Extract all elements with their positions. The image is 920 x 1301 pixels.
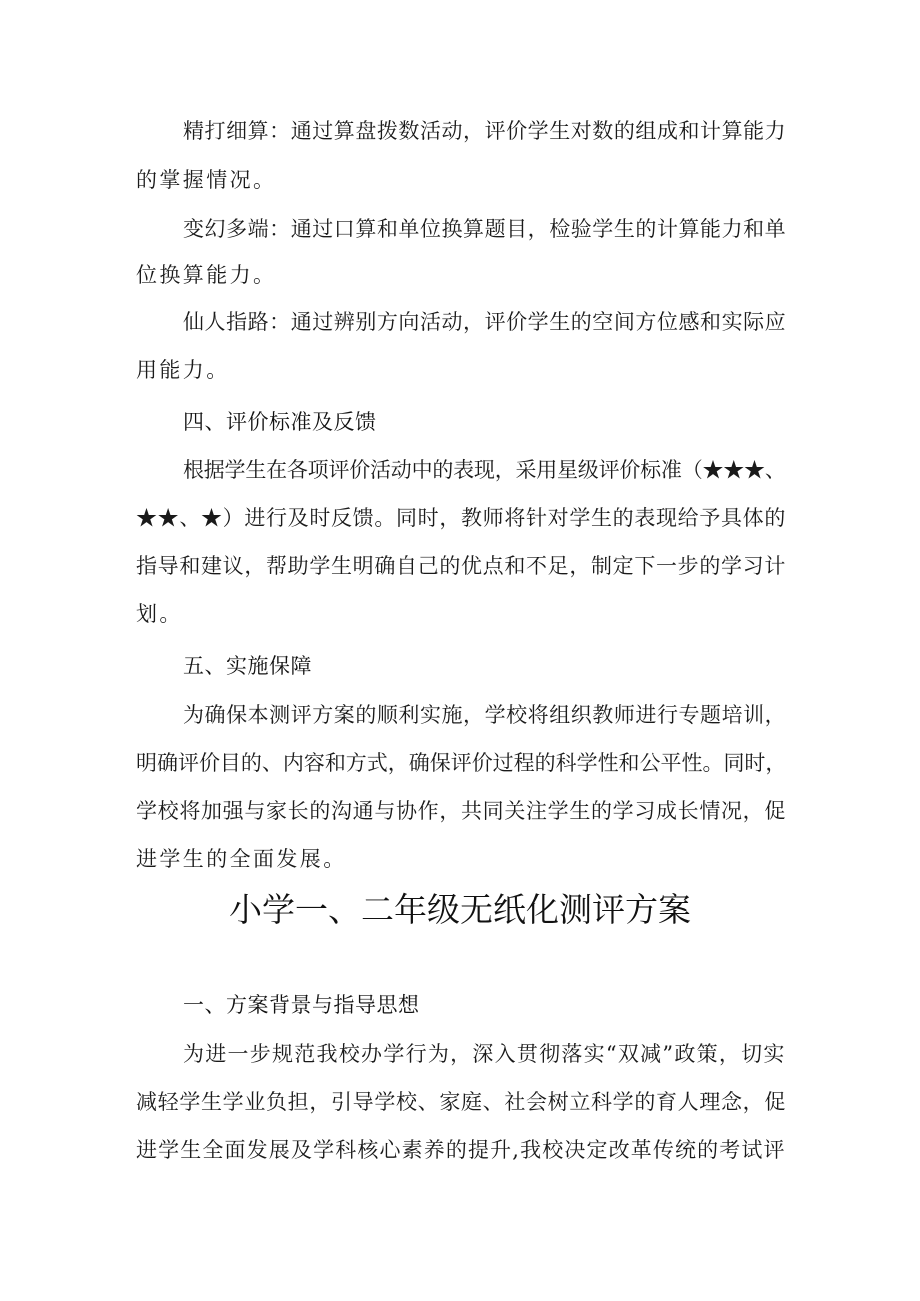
- text-line: 明确评价目的、内容和方式，确保评价过程的科学性和公平性。同时，: [136, 751, 787, 775]
- text-line: 进学生全面发展及学科核心素养的提升,我校决定改革传统的考试评: [136, 1138, 786, 1162]
- text-line: 根据学生在各项评价活动中的表现，采用星级评价标准（★★★、: [183, 458, 786, 482]
- section-heading: 一、方案背景与指导思想: [183, 993, 420, 1017]
- text-line: 变幻多端：通过口算和单位换算题目，检验学生的计算能力和单: [183, 217, 787, 241]
- section-heading: 四、评价标准及反馈: [183, 410, 377, 434]
- text-line: 的掌握情况。: [136, 168, 277, 192]
- text-line: 用能力。: [136, 358, 230, 382]
- text-line: 精打细算：通过算盘拨数活动，评价学生对数的组成和计算能力: [183, 119, 787, 143]
- text-line: 进学生的全面发展。: [136, 847, 347, 871]
- text-line: 为进一步规范我校办学行为，深入贯彻落实“双减”政策，切实: [183, 1042, 786, 1066]
- text-line: ★★、★）进行及时反馈。同时，教师将针对学生的表现给予具体的: [136, 506, 786, 530]
- section-heading: 五、实施保障: [183, 654, 312, 678]
- text-line: 为确保本测评方案的顺利实施，学校将组织教师进行专题培训，: [183, 703, 787, 727]
- text-line: 学校将加强与家长的沟通与协作，共同关注学生的学习成长情况，促: [136, 799, 786, 823]
- document-title: 小学一、二年级无纸化测评方案: [229, 890, 691, 929]
- text-line: 划。: [136, 602, 183, 626]
- text-line: 仙人指路：通过辨别方向活动，评价学生的空间方位感和实际应: [183, 310, 787, 334]
- text-line: 位换算能力。: [136, 263, 277, 287]
- text-line: 减轻学生学业负担，引导学校、家庭、社会树立科学的育人理念，促: [136, 1090, 786, 1114]
- text-line: 指导和建议，帮助学生明确自己的优点和不足，制定下一步的学习计: [136, 554, 786, 578]
